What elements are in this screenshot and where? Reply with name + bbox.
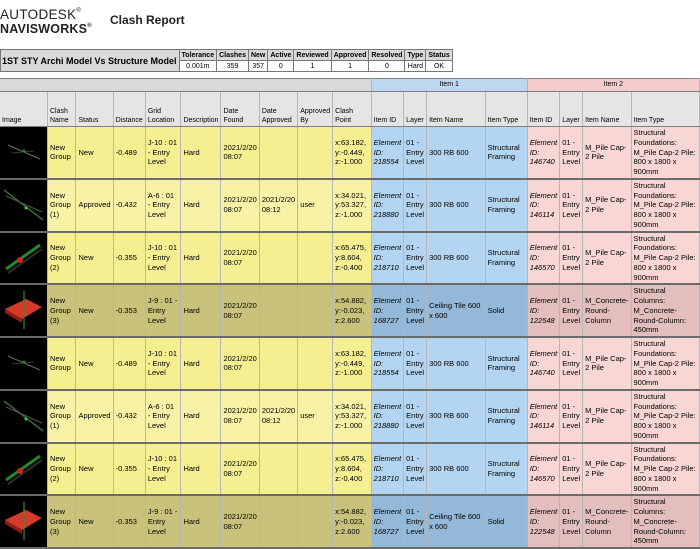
clash-name-cell: New Group (1) xyxy=(48,179,76,232)
clash-thumbnail-image xyxy=(2,393,45,437)
clash-thumbnail-image xyxy=(2,235,45,279)
approved-by-cell xyxy=(298,443,333,496)
item2-id-value: 146114 xyxy=(529,421,555,430)
item2-name-cell: M_Pile Cap-2 Pile xyxy=(583,337,631,390)
item2-layer-cell: 01 - Entry Level xyxy=(560,390,583,443)
item2-name-cell: M_Concrete-Round-Column xyxy=(583,284,631,337)
item1-id-label: Element ID: xyxy=(373,137,402,157)
item2-id-label: Element ID: xyxy=(529,454,558,473)
clash-row[interactable] xyxy=(0,495,700,548)
approved-by-cell xyxy=(298,495,333,548)
distance-cell: -0.432 xyxy=(113,390,145,443)
clash-point-cell: x:54.882, y:-0.023, z:2.600 xyxy=(333,495,371,548)
item2-layer-cell: 01 - Entry Level xyxy=(560,232,583,285)
grid-location-cell: J-10 : 01 - Entry Level xyxy=(145,443,181,496)
item2-id-cell xyxy=(527,443,560,496)
clash-results-table xyxy=(0,78,700,549)
item1-layer-cell: 01 - Entry Level xyxy=(404,495,427,548)
summary-value-type: Hard xyxy=(405,61,426,72)
item2-id-value: 146114 xyxy=(529,210,555,219)
item1-id-label: Element ID: xyxy=(373,454,402,473)
approved-by-cell xyxy=(298,232,333,285)
item2-type-cell: Structural Foundations: M_Pile Cap-2 Pile: 800 x 1800 x 900mm xyxy=(631,179,700,232)
grid-location-cell: J-9 : 01 - Entry Level xyxy=(145,495,181,548)
item2-type-cell: Structural Foundations: M_Pile Cap-2 Pile: 800 x 1800 x 900mm xyxy=(631,232,700,285)
summary-header-reviewed: Reviewed xyxy=(294,50,331,61)
distance-cell: -0.355 xyxy=(113,443,145,496)
clash-name-cell: New Group (3) xyxy=(48,284,76,337)
clash-point-cell: x:63.182, y:-0.449, z:-1.000 xyxy=(333,127,371,179)
item1-name-cell: Ceiling Tile 600 x 600 xyxy=(427,284,485,337)
clash-name-cell: New Group xyxy=(48,337,76,390)
approved-by-cell xyxy=(298,127,333,179)
clash-thumbnail[interactable] xyxy=(0,390,48,443)
item2-id-label: Element ID: xyxy=(529,243,558,262)
clash-row[interactable] xyxy=(0,443,700,496)
item1-id-value: 218880 xyxy=(373,210,399,219)
distance-cell: -0.489 xyxy=(113,337,145,390)
item1-id-cell xyxy=(371,232,404,285)
col-clash-point: Clash Point xyxy=(333,92,371,127)
grid-location-cell: J-10 : 01 - Entry Level xyxy=(145,337,181,390)
date-approved-cell xyxy=(259,443,297,496)
summary-value-status: OK xyxy=(426,61,452,72)
description-cell: Hard xyxy=(181,179,221,232)
item2-name-cell: M_Pile Cap-2 Pile xyxy=(583,127,631,179)
status-cell: New xyxy=(76,495,113,548)
date-found-cell: 2021/2/20 08:07 xyxy=(221,232,259,285)
distance-cell: -0.355 xyxy=(113,232,145,285)
item1-id-value: 218880 xyxy=(373,421,399,430)
item1-id-cell xyxy=(371,390,404,443)
clash-row[interactable] xyxy=(0,232,700,285)
summary-header-resolved: Resolved xyxy=(369,50,405,61)
item2-type-cell: Structural Columns: M_Concrete-Round-Column: 450mm xyxy=(631,495,700,548)
summary-value-tolerance: 0.001m xyxy=(179,61,217,72)
item1-id-value: 218554 xyxy=(373,368,399,378)
clash-name-cell: New Group (1) xyxy=(48,390,76,443)
item1-type-cell: Structural Framing xyxy=(485,337,527,390)
item1-layer-cell: 01 - Entry Level xyxy=(404,443,427,496)
item2-name-cell: M_Pile Cap-2 Pile xyxy=(583,443,631,496)
approved-by-cell: user xyxy=(298,390,333,443)
item2-id-cell xyxy=(527,284,560,337)
clash-thumbnail[interactable] xyxy=(0,495,48,548)
col-item1-id: Item ID xyxy=(371,92,404,127)
approved-by-cell: user xyxy=(298,179,333,232)
status-cell: New xyxy=(76,127,113,179)
date-approved-cell: 2021/2/20 08:12 xyxy=(259,390,297,443)
logo-line-1: AUTODESK xyxy=(0,7,77,22)
distance-cell: -0.353 xyxy=(113,284,145,337)
group-item-2: Item 2 xyxy=(527,79,699,92)
item2-id-value: 122548 xyxy=(529,315,555,325)
item1-layer-cell: 01 - Entry Level xyxy=(404,390,427,443)
logo-mark: ® xyxy=(76,8,82,14)
summary-value-resolved: 0 xyxy=(369,61,405,72)
item1-type-cell: Structural Framing xyxy=(485,179,527,232)
item2-id-label: Element ID: xyxy=(529,190,558,210)
item1-layer-cell: 01 - Entry Level xyxy=(404,232,427,285)
summary-header-tolerance: Tolerance xyxy=(179,50,217,61)
item1-name-cell: 300 RB 600 xyxy=(427,443,485,496)
test-name: 1ST STY Archi Model Vs Structure Model xyxy=(1,50,180,72)
item1-name-cell: 300 RB 600 xyxy=(427,390,485,443)
item1-id-label: Element ID: xyxy=(373,507,402,526)
item2-layer-cell: 01 - Entry Level xyxy=(560,337,583,390)
col-date-approved: Date Approved xyxy=(259,92,297,127)
summary-header-active: Active xyxy=(268,50,294,61)
status-cell: Approved xyxy=(76,179,113,232)
item1-layer-cell: 01 - Entry Level xyxy=(404,179,427,232)
clash-point-cell: x:65.475, y:8.604, z:-0.400 xyxy=(333,232,371,285)
date-found-cell: 2021/2/20 08:07 xyxy=(221,337,259,390)
group-header-row xyxy=(0,79,700,92)
clash-thumbnail[interactable] xyxy=(0,179,48,232)
item1-id-cell xyxy=(371,179,404,232)
description-cell: Hard xyxy=(181,232,221,285)
clash-test-summary xyxy=(0,49,453,72)
item1-id-cell xyxy=(371,337,404,390)
clash-thumbnail[interactable] xyxy=(0,127,48,179)
date-found-cell: 2021/2/20 08:07 xyxy=(221,495,259,548)
item1-id-value: 168727 xyxy=(373,526,399,536)
item2-id-label: Element ID: xyxy=(529,348,558,368)
item2-type-cell: Structural Foundations: M_Pile Cap-2 Pile: 800 x 1800 x 900mm xyxy=(631,443,700,496)
autodesk-navisworks-logo xyxy=(0,8,92,35)
distance-cell: -0.353 xyxy=(113,495,145,548)
item1-id-value: 218710 xyxy=(373,473,399,483)
group-item-1: Item 1 xyxy=(371,79,527,92)
description-cell: Hard xyxy=(181,337,221,390)
clash-thumbnail[interactable] xyxy=(0,232,48,285)
date-approved-cell xyxy=(259,337,297,390)
col-grid-location: Grid Location xyxy=(145,92,181,127)
col-item2-id: Item ID xyxy=(527,92,560,127)
clash-thumbnail[interactable] xyxy=(0,443,48,496)
clash-point-cell: x:34.021, y:53.327, z:-1.000 xyxy=(333,179,371,232)
grid-location-cell: J-10 : 01 - Entry Level xyxy=(145,232,181,285)
report-title: Clash Report xyxy=(110,13,185,27)
clash-point-cell: x:63.182, y:-0.449, z:-1.000 xyxy=(333,337,371,390)
description-cell: Hard xyxy=(181,284,221,337)
col-approved-by: Approved By xyxy=(298,92,333,127)
col-item2-type: Item Type xyxy=(631,92,700,127)
approved-by-cell xyxy=(298,284,333,337)
col-clash-name: Clash Name xyxy=(48,92,76,127)
item1-name-cell: Ceiling Tile 600 x 600 xyxy=(427,495,485,548)
description-cell: Hard xyxy=(181,495,221,548)
item2-layer-cell: 01 - Entry Level xyxy=(560,179,583,232)
status-cell: New xyxy=(76,232,113,285)
item2-name-cell: M_Pile Cap-2 Pile xyxy=(583,179,631,232)
item2-id-value: 122548 xyxy=(529,526,555,536)
item2-type-cell: Structural Foundations: M_Pile Cap-2 Pile: 800 x 1800 x 900mm xyxy=(631,390,700,443)
item2-id-cell xyxy=(527,127,560,179)
summary-header-approved: Approved xyxy=(331,50,369,61)
item1-id-value: 168727 xyxy=(373,315,399,325)
col-item1-layer: Layer xyxy=(404,92,427,127)
column-header-row xyxy=(0,92,700,127)
item2-id-value: 146570 xyxy=(529,262,555,272)
clash-point-cell: x:54.882, y:-0.023, z:2.600 xyxy=(333,284,371,337)
col-distance: Distance xyxy=(113,92,145,127)
item2-id-label: Element ID: xyxy=(529,137,558,157)
summary-header-type: Type xyxy=(405,50,426,61)
col-description: Description xyxy=(181,92,221,127)
item2-id-cell xyxy=(527,495,560,548)
item2-name-cell: M_Pile Cap-2 Pile xyxy=(583,232,631,285)
item1-id-label: Element ID: xyxy=(373,296,402,315)
item2-layer-cell: 01 - Entry Level xyxy=(560,284,583,337)
col-item2-layer: Layer xyxy=(560,92,583,127)
summary-header-new: New xyxy=(248,50,267,61)
item1-type-cell: Structural Framing xyxy=(485,127,527,179)
clash-thumbnail[interactable] xyxy=(0,337,48,390)
group-blank xyxy=(0,79,371,92)
item1-id-value: 218554 xyxy=(373,157,399,167)
date-approved-cell xyxy=(259,127,297,179)
clash-thumbnail-image xyxy=(2,287,45,331)
date-found-cell: 2021/2/20 08:07 xyxy=(221,127,259,179)
clash-point-cell: x:34.021, y:53.327, z:-1.000 xyxy=(333,390,371,443)
item2-id-value: 146740 xyxy=(529,368,555,378)
description-cell: Hard xyxy=(181,443,221,496)
clash-thumbnail-image xyxy=(2,129,45,173)
summary-value-reviewed: 1 xyxy=(294,61,331,72)
status-cell: Approved xyxy=(76,390,113,443)
item1-type-cell: Solid xyxy=(485,495,527,548)
item2-id-label: Element ID: xyxy=(529,507,558,526)
clash-thumbnail-image xyxy=(2,446,45,490)
clash-row[interactable] xyxy=(0,127,700,179)
date-found-cell: 2021/2/20 08:07 xyxy=(221,443,259,496)
item2-layer-cell: 01 - Entry Level xyxy=(560,443,583,496)
clash-thumbnail-image xyxy=(2,498,45,542)
col-item2-name: Item Name xyxy=(583,92,631,127)
description-cell: Hard xyxy=(181,390,221,443)
date-approved-cell xyxy=(259,284,297,337)
date-approved-cell xyxy=(259,495,297,548)
clash-row[interactable] xyxy=(0,390,700,443)
item2-type-cell: Structural Foundations: M_Pile Cap-2 Pile: 800 x 1800 x 900mm xyxy=(631,337,700,390)
grid-location-cell: J-10 : 01 - Entry Level xyxy=(145,127,181,179)
item1-id-label: Element ID: xyxy=(373,190,402,210)
grid-location-cell: A-6 : 01 - Entry Level xyxy=(145,390,181,443)
summary-value-approved: 1 xyxy=(331,61,369,72)
summary-header-status: Status xyxy=(426,50,452,61)
item1-type-cell: Structural Framing xyxy=(485,232,527,285)
item2-id-label: Element ID: xyxy=(529,296,558,315)
item1-id-cell xyxy=(371,127,404,179)
status-cell: New xyxy=(76,284,113,337)
item1-id-value: 218710 xyxy=(373,262,399,272)
summary-value-new: 357 xyxy=(248,61,267,72)
col-image: Image xyxy=(0,92,48,127)
item1-id-label: Element ID: xyxy=(373,243,402,262)
clash-point-cell: x:65.475, y:8.604, z:-0.400 xyxy=(333,443,371,496)
item2-name-cell: M_Pile Cap-2 Pile xyxy=(583,390,631,443)
item2-id-value: 146740 xyxy=(529,157,555,167)
clash-name-cell: New Group (2) xyxy=(48,232,76,285)
clash-thumbnail-image xyxy=(2,182,45,226)
grid-location-cell: J-9 : 01 - Entry Level xyxy=(145,284,181,337)
col-item1-name: Item Name xyxy=(427,92,485,127)
clash-row[interactable] xyxy=(0,337,700,390)
item1-type-cell: Solid xyxy=(485,284,527,337)
clash-name-cell: New Group (3) xyxy=(48,495,76,548)
clash-row[interactable] xyxy=(0,179,700,232)
item1-name-cell: 300 RB 600 xyxy=(427,127,485,179)
summary-header-clashes: Clashes xyxy=(217,50,249,61)
date-found-cell: 2021/2/20 08:07 xyxy=(221,390,259,443)
item1-name-cell: 300 RB 600 xyxy=(427,232,485,285)
item2-id-label: Element ID: xyxy=(529,401,558,421)
status-cell: New xyxy=(76,443,113,496)
item2-id-cell xyxy=(527,337,560,390)
grid-location-cell: A-6 : 01 - Entry Level xyxy=(145,179,181,232)
item2-type-cell: Structural Foundations: M_Pile Cap-2 Pile: 800 x 1800 x 900mm xyxy=(631,127,700,179)
item1-name-cell: 300 RB 600 xyxy=(427,179,485,232)
item1-layer-cell: 01 - Entry Level xyxy=(404,127,427,179)
col-date-found: Date Found xyxy=(221,92,259,127)
item1-id-label: Element ID: xyxy=(373,348,402,368)
item2-id-cell xyxy=(527,232,560,285)
clash-name-cell: New Group (2) xyxy=(48,443,76,496)
summary-value-clashes: 359 xyxy=(217,61,249,72)
approved-by-cell xyxy=(298,337,333,390)
item1-name-cell: 300 RB 600 xyxy=(427,337,485,390)
item2-id-value: 146570 xyxy=(529,473,555,483)
item1-id-cell xyxy=(371,495,404,548)
logo-line-2: NAVISWORKS xyxy=(0,21,88,36)
item1-id-label: Element ID: xyxy=(373,401,402,421)
description-cell: Hard xyxy=(181,127,221,179)
item2-name-cell: M_Concrete-Round-Column xyxy=(583,495,631,548)
item1-id-cell xyxy=(371,443,404,496)
col-item1-type: Item Type xyxy=(485,92,527,127)
item1-type-cell: Structural Framing xyxy=(485,443,527,496)
item2-type-cell: Structural Columns: M_Concrete-Round-Column: 450mm xyxy=(631,284,700,337)
clash-name-cell: New Group xyxy=(48,127,76,179)
date-found-cell: 2021/2/20 08:07 xyxy=(221,179,259,232)
summary-value-active: 0 xyxy=(268,61,294,72)
item2-layer-cell: 01 - Entry Level xyxy=(560,495,583,548)
clash-thumbnail-image xyxy=(2,340,45,384)
clash-row[interactable] xyxy=(0,284,700,337)
clash-thumbnail[interactable] xyxy=(0,284,48,337)
item1-type-cell: Structural Framing xyxy=(485,390,527,443)
item2-layer-cell: 01 - Entry Level xyxy=(560,127,583,179)
status-cell: New xyxy=(76,337,113,390)
logo-mark-2: ® xyxy=(87,22,92,29)
item1-id-cell xyxy=(371,284,404,337)
item1-layer-cell: 01 - Entry Level xyxy=(404,337,427,390)
date-found-cell: 2021/2/20 08:07 xyxy=(221,284,259,337)
col-status: Status xyxy=(76,92,113,127)
distance-cell: -0.432 xyxy=(113,179,145,232)
item2-id-cell xyxy=(527,179,560,232)
item2-id-cell xyxy=(527,390,560,443)
distance-cell: -0.489 xyxy=(113,127,145,179)
date-approved-cell: 2021/2/20 08:12 xyxy=(259,179,297,232)
item1-layer-cell: 01 - Entry Level xyxy=(404,284,427,337)
date-approved-cell xyxy=(259,232,297,285)
